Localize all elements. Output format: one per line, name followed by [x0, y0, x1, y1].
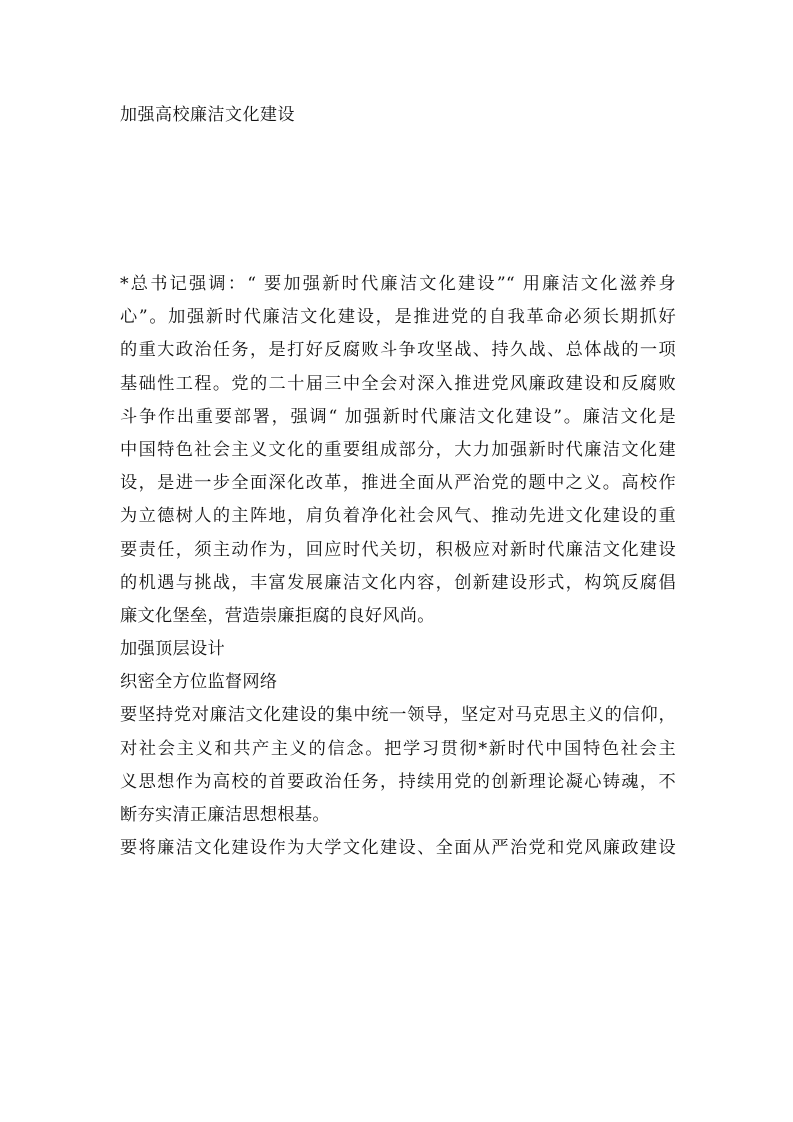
section-subheading	[120, 666, 676, 699]
text-line: 对社会主义和共产主义的信念。把学习贯彻*新时代中国特色社会主	[120, 738, 676, 759]
paragraph-leadership	[120, 699, 676, 832]
section-heading	[120, 633, 676, 666]
text-line: *总书记强调：“ 要加强新时代廉洁文化建设”“ 用廉洁文化滋养身	[120, 274, 676, 294]
document-title: 加强高校廉洁文化建设	[120, 105, 295, 125]
text-line: 心”。加强新时代廉洁文化建设，是推进党的自我革命必须长期抓好	[120, 307, 676, 328]
text-line: 要坚持党对廉洁文化建设的集中统一领导，坚定对马克思主义的信仰，	[120, 705, 676, 726]
document-body	[120, 268, 676, 865]
text-line: 基础性工程。党的二十届三中全会对深入推进党风廉政建设和反腐败	[120, 373, 676, 394]
text-line: 中国特色社会主义文化的重要组成部分，大力加强新时代廉洁文化建	[120, 439, 676, 460]
paragraph-intro	[120, 268, 676, 633]
text-line: 廉文化堡垒，营造崇廉拒腐的良好风尚。	[120, 605, 435, 626]
text-line: 断夯实清正廉洁思想根基。	[120, 805, 330, 825]
text-line: 要将廉洁文化建设作为大学文化建设、全面从严治党和党风廉政建设	[120, 838, 676, 859]
text-line: 斗争作出重要部署，强调“ 加强新时代廉洁文化建设”。廉洁文化是	[120, 406, 676, 427]
text-line: 要责任，须主动作为，回应时代关切，积极应对新时代廉洁文化建设	[120, 539, 676, 560]
text-line: 设，是进一步全面深化改革，推进全面从严治党的题中之义。高校作	[120, 473, 676, 494]
text-line: 加强顶层设计	[120, 639, 225, 660]
text-line: 织密全方位监督网络	[120, 672, 278, 693]
paragraph-integration	[120, 832, 676, 865]
text-line: 义思想作为高校的首要政治任务，持续用党的创新理论凝心铸魂，不	[120, 771, 676, 792]
text-line: 的机遇与挑战，丰富发展廉洁文化内容，创新建设形式，构筑反腐倡	[120, 572, 676, 593]
text-line: 的重大政治任务，是打好反腐败斗争攻坚战、持久战、总体战的一项	[120, 340, 676, 361]
text-line: 为立德树人的主阵地，肩负着净化社会风气、推动先进文化建设的重	[120, 506, 676, 527]
